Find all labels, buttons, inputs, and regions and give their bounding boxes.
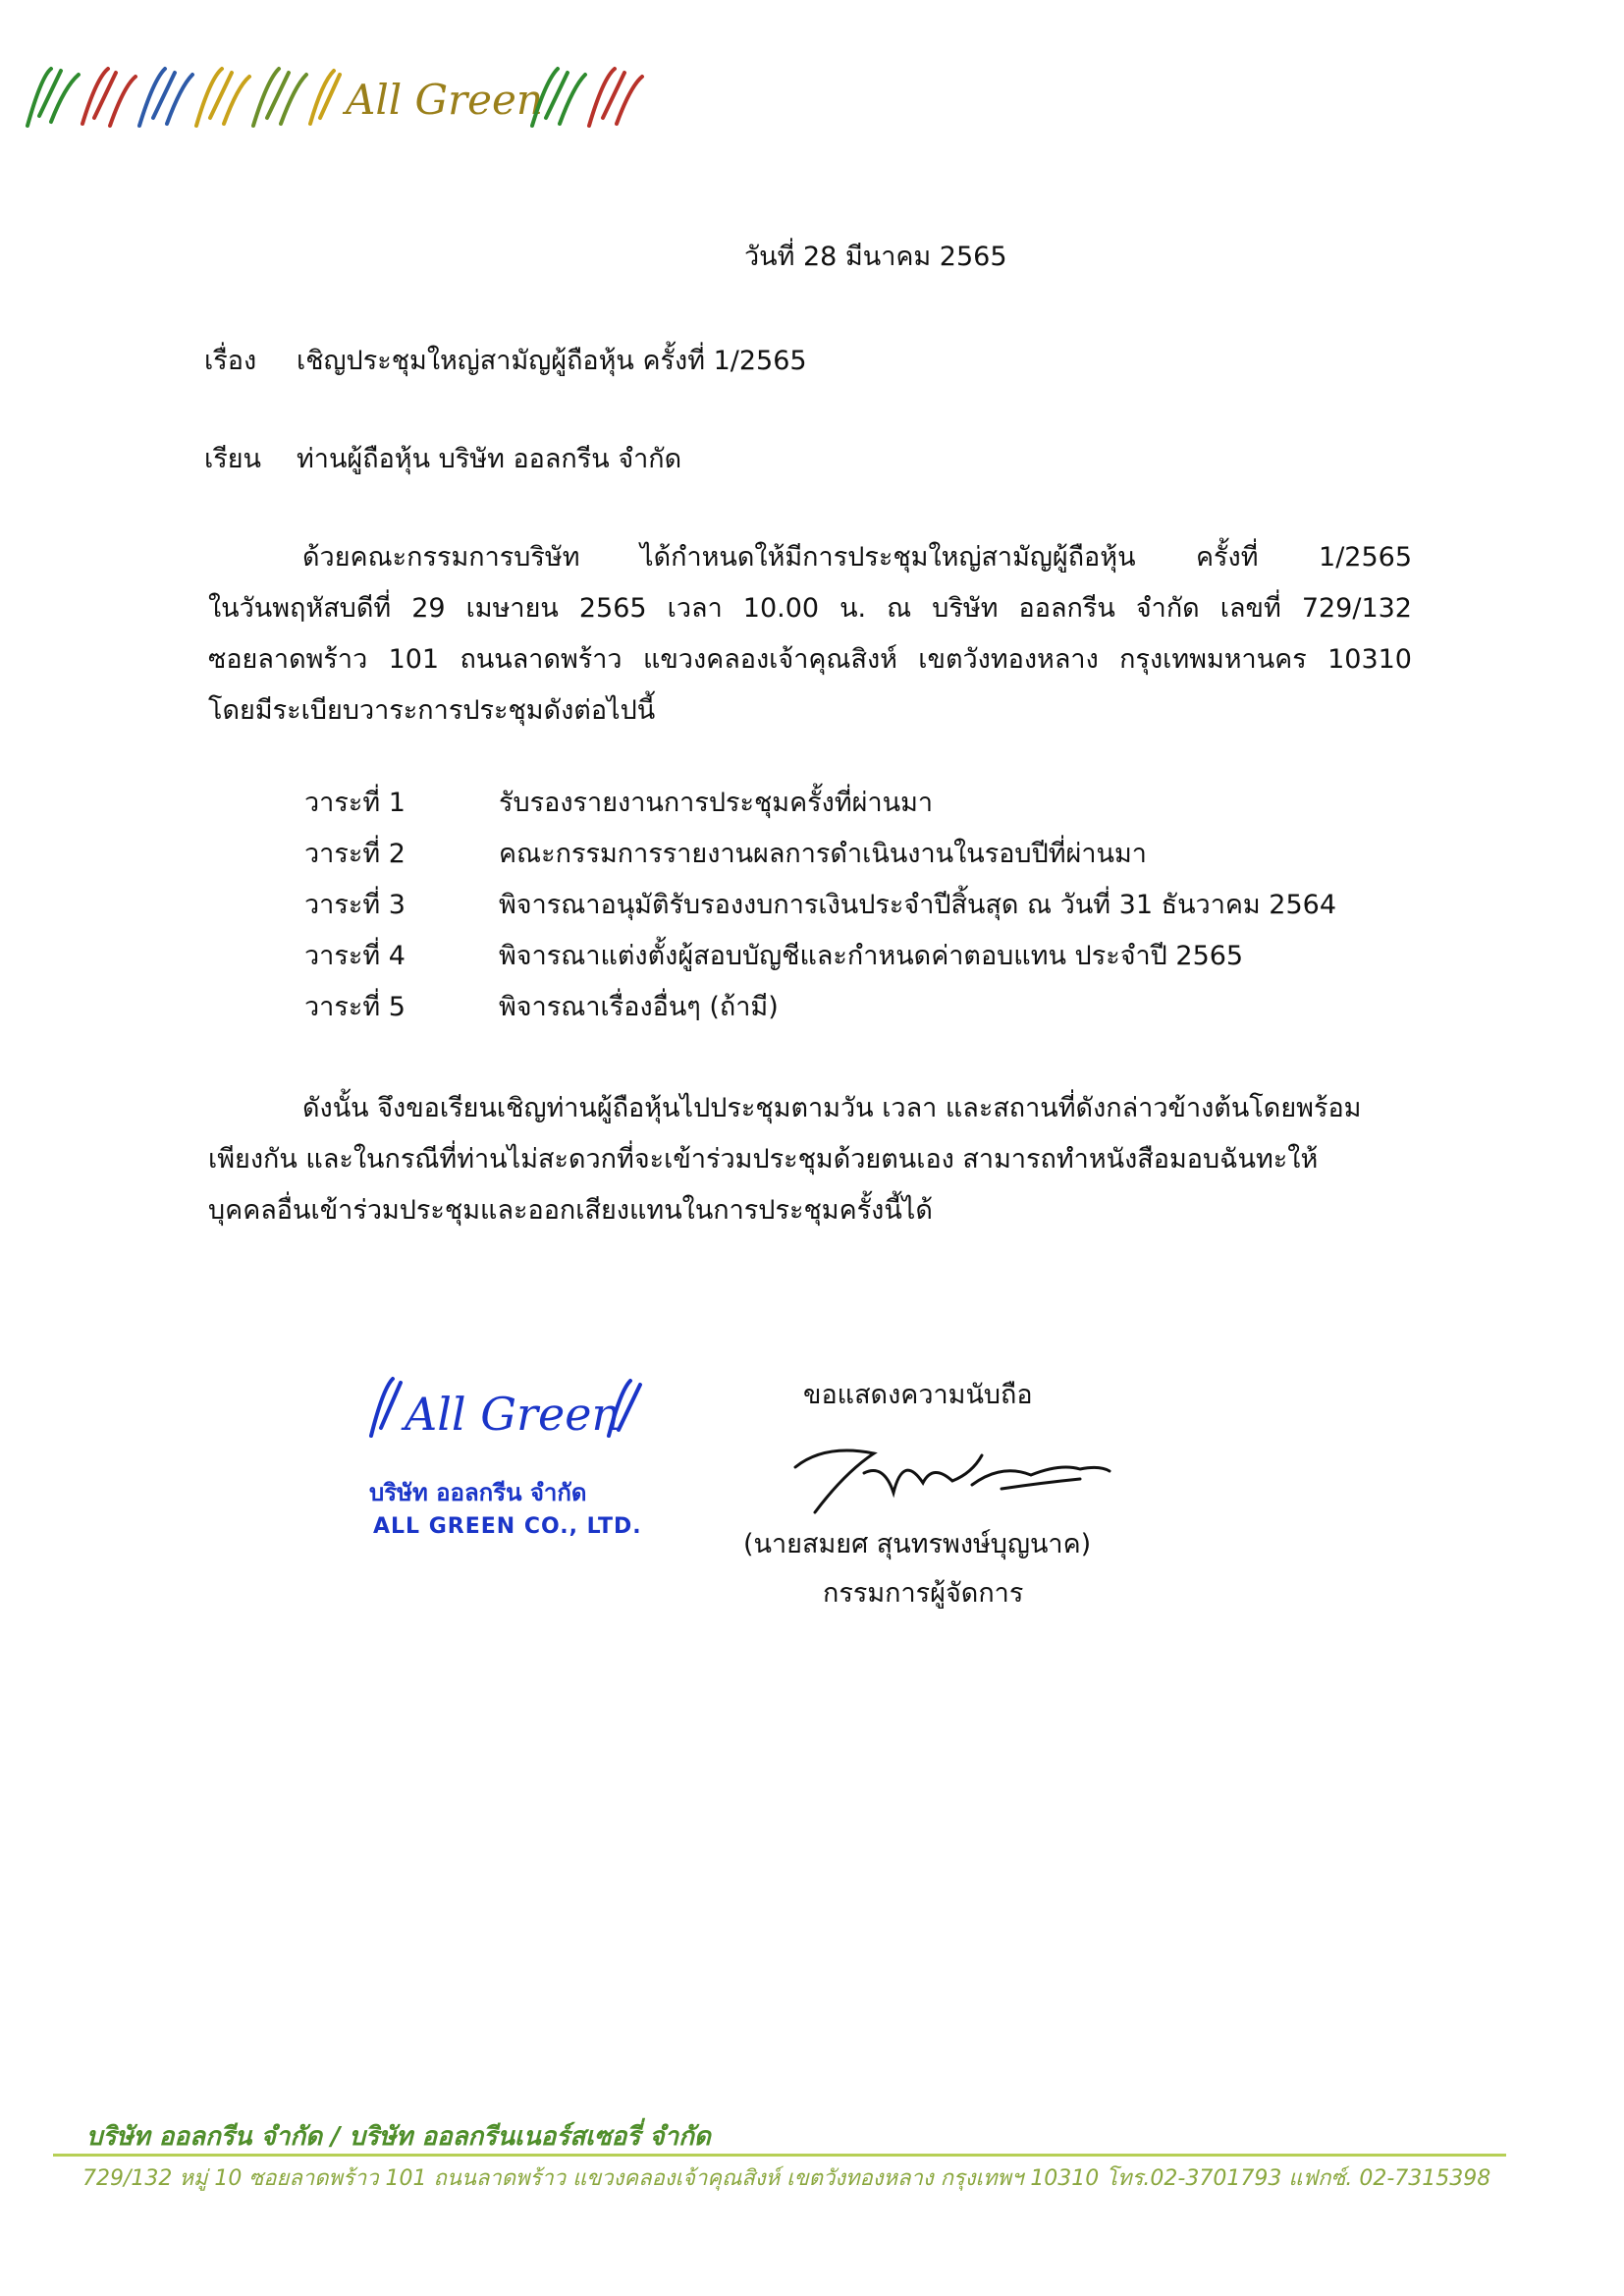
footer-companies: บริษัท ออลกรีน จำกัด / บริษัท ออลกรีนเนอร์สเซอรี่ จำกัด — [86, 2122, 711, 2152]
agenda-text: พิจารณาแต่งตั้งผู้สอบบัญชีและกำหนดค่าตอบแทน ประจำปี 2565 — [499, 941, 1244, 971]
recipient-row — [0, 444, 1624, 483]
signer-name: (นายสมยศ สุนทรพงษ์บุญนาค) — [743, 1529, 1092, 1559]
intro-paragraph — [208, 532, 1412, 737]
agenda-number: วาระที่ 3 — [304, 890, 406, 920]
recipient-label: เรียน — [204, 444, 262, 474]
agenda-number: วาระที่ 2 — [304, 839, 406, 869]
closing-line: เพียงกัน และในกรณีที่ท่านไม่สะดวกที่จะเข้าร่วมประชุมด้วยตนเอง สามารถทำหนังสือมอบฉันทะให้ — [208, 1144, 1319, 1175]
stamp-name-en: ALL GREEN CO., LTD. — [373, 1514, 642, 1539]
agenda-item — [0, 839, 1624, 890]
agenda-number: วาระที่ 1 — [304, 788, 406, 818]
agenda-item — [0, 788, 1624, 839]
stamp-script: All Green — [405, 1388, 622, 1441]
closing-line: ดังนั้น จึงขอเรียนเชิญท่านผู้ถือหุ้นไปประชุมตามวัน เวลา และสถานที่ดังกล่าวข้างต้นโดยพร้อม — [302, 1093, 1362, 1123]
letter-date: วันที่ 28 มีนาคม 2565 — [744, 242, 1007, 272]
agenda-item — [0, 992, 1624, 1043]
subject-label: เรื่อง — [204, 346, 257, 376]
footer-divider — [53, 2154, 1506, 2157]
intro-line: โดยมีระเบียบวาระการประชุมดังต่อไปนี้ — [208, 695, 656, 726]
agenda-number: วาระที่ 5 — [304, 992, 406, 1022]
agenda-text: พิจารณาอนุมัติรับรองงบการเงินประจำปีสิ้นสุด ณ วันที่ 31 ธันวาคม 2564 — [499, 890, 1337, 920]
stamp-name-th: บริษัท ออลกรีน จำกัด — [369, 1479, 587, 1506]
signer-position: กรรมการผู้จัดการ — [823, 1578, 1024, 1609]
agenda-text: รับรองรายงานการประชุมครั้งที่ผ่านมา — [499, 788, 934, 818]
agenda-item — [0, 941, 1624, 992]
intro-line: ในวันพฤหัสบดีที่ 29 เมษายน 2565 เวลา 10.00 น. ณ บริษัท ออลกรีน จำกัด เลขที่ 729/132 — [208, 593, 1412, 624]
closing-regards: ขอแสดงความนับถือ — [803, 1380, 1033, 1410]
handwritten-signature — [785, 1434, 1119, 1522]
footer-address: 729/132 หมู่ 10 ซอยลาดพร้าว 101 ถนนลาดพร้าว แขวงคลองเจ้าคุณสิงห์ เขตวังทองหลาง กรุงเทพฯ 10310 โทร.02-3701793 แฟกซ์. 02-7315398 — [82, 2166, 1491, 2191]
intro-line: ซอยลาดพร้าว 101 ถนนลาดพร้าว แขวงคลองเจ้าคุณสิงห์ เขตวังทองหลาง กรุงเทพมหานคร 10310 — [208, 644, 1412, 675]
agenda-number: วาระที่ 4 — [304, 941, 406, 971]
agenda-text: คณะกรรมการรายงานผลการดำเนินงานในรอบปีที่ผ่านมา — [499, 839, 1147, 869]
intro-line: ด้วยคณะกรรมการบริษัท ได้กำหนดให้มีการประชุมใหญ่สามัญผู้ถือหุ้น ครั้งที่ 1/2565 — [302, 542, 1412, 573]
subject-row — [0, 346, 1624, 385]
agenda-item — [0, 890, 1624, 941]
closing-line: บุคคลอื่นเข้าร่วมประชุมและออกเสียงแทนในการประชุมครั้งนี้ได้ — [208, 1195, 933, 1226]
agenda-text: พิจารณาเรื่องอื่นๆ (ถ้ามี) — [499, 992, 779, 1022]
subject-text: เชิญประชุมใหญ่สามัญผู้ถือหุ้น ครั้งที่ 1/2565 — [297, 346, 807, 376]
company-logo — [22, 57, 650, 137]
logo-script: All Green — [346, 76, 543, 124]
recipient-text: ท่านผู้ถือหุ้น บริษัท ออลกรีน จำกัด — [297, 444, 682, 474]
